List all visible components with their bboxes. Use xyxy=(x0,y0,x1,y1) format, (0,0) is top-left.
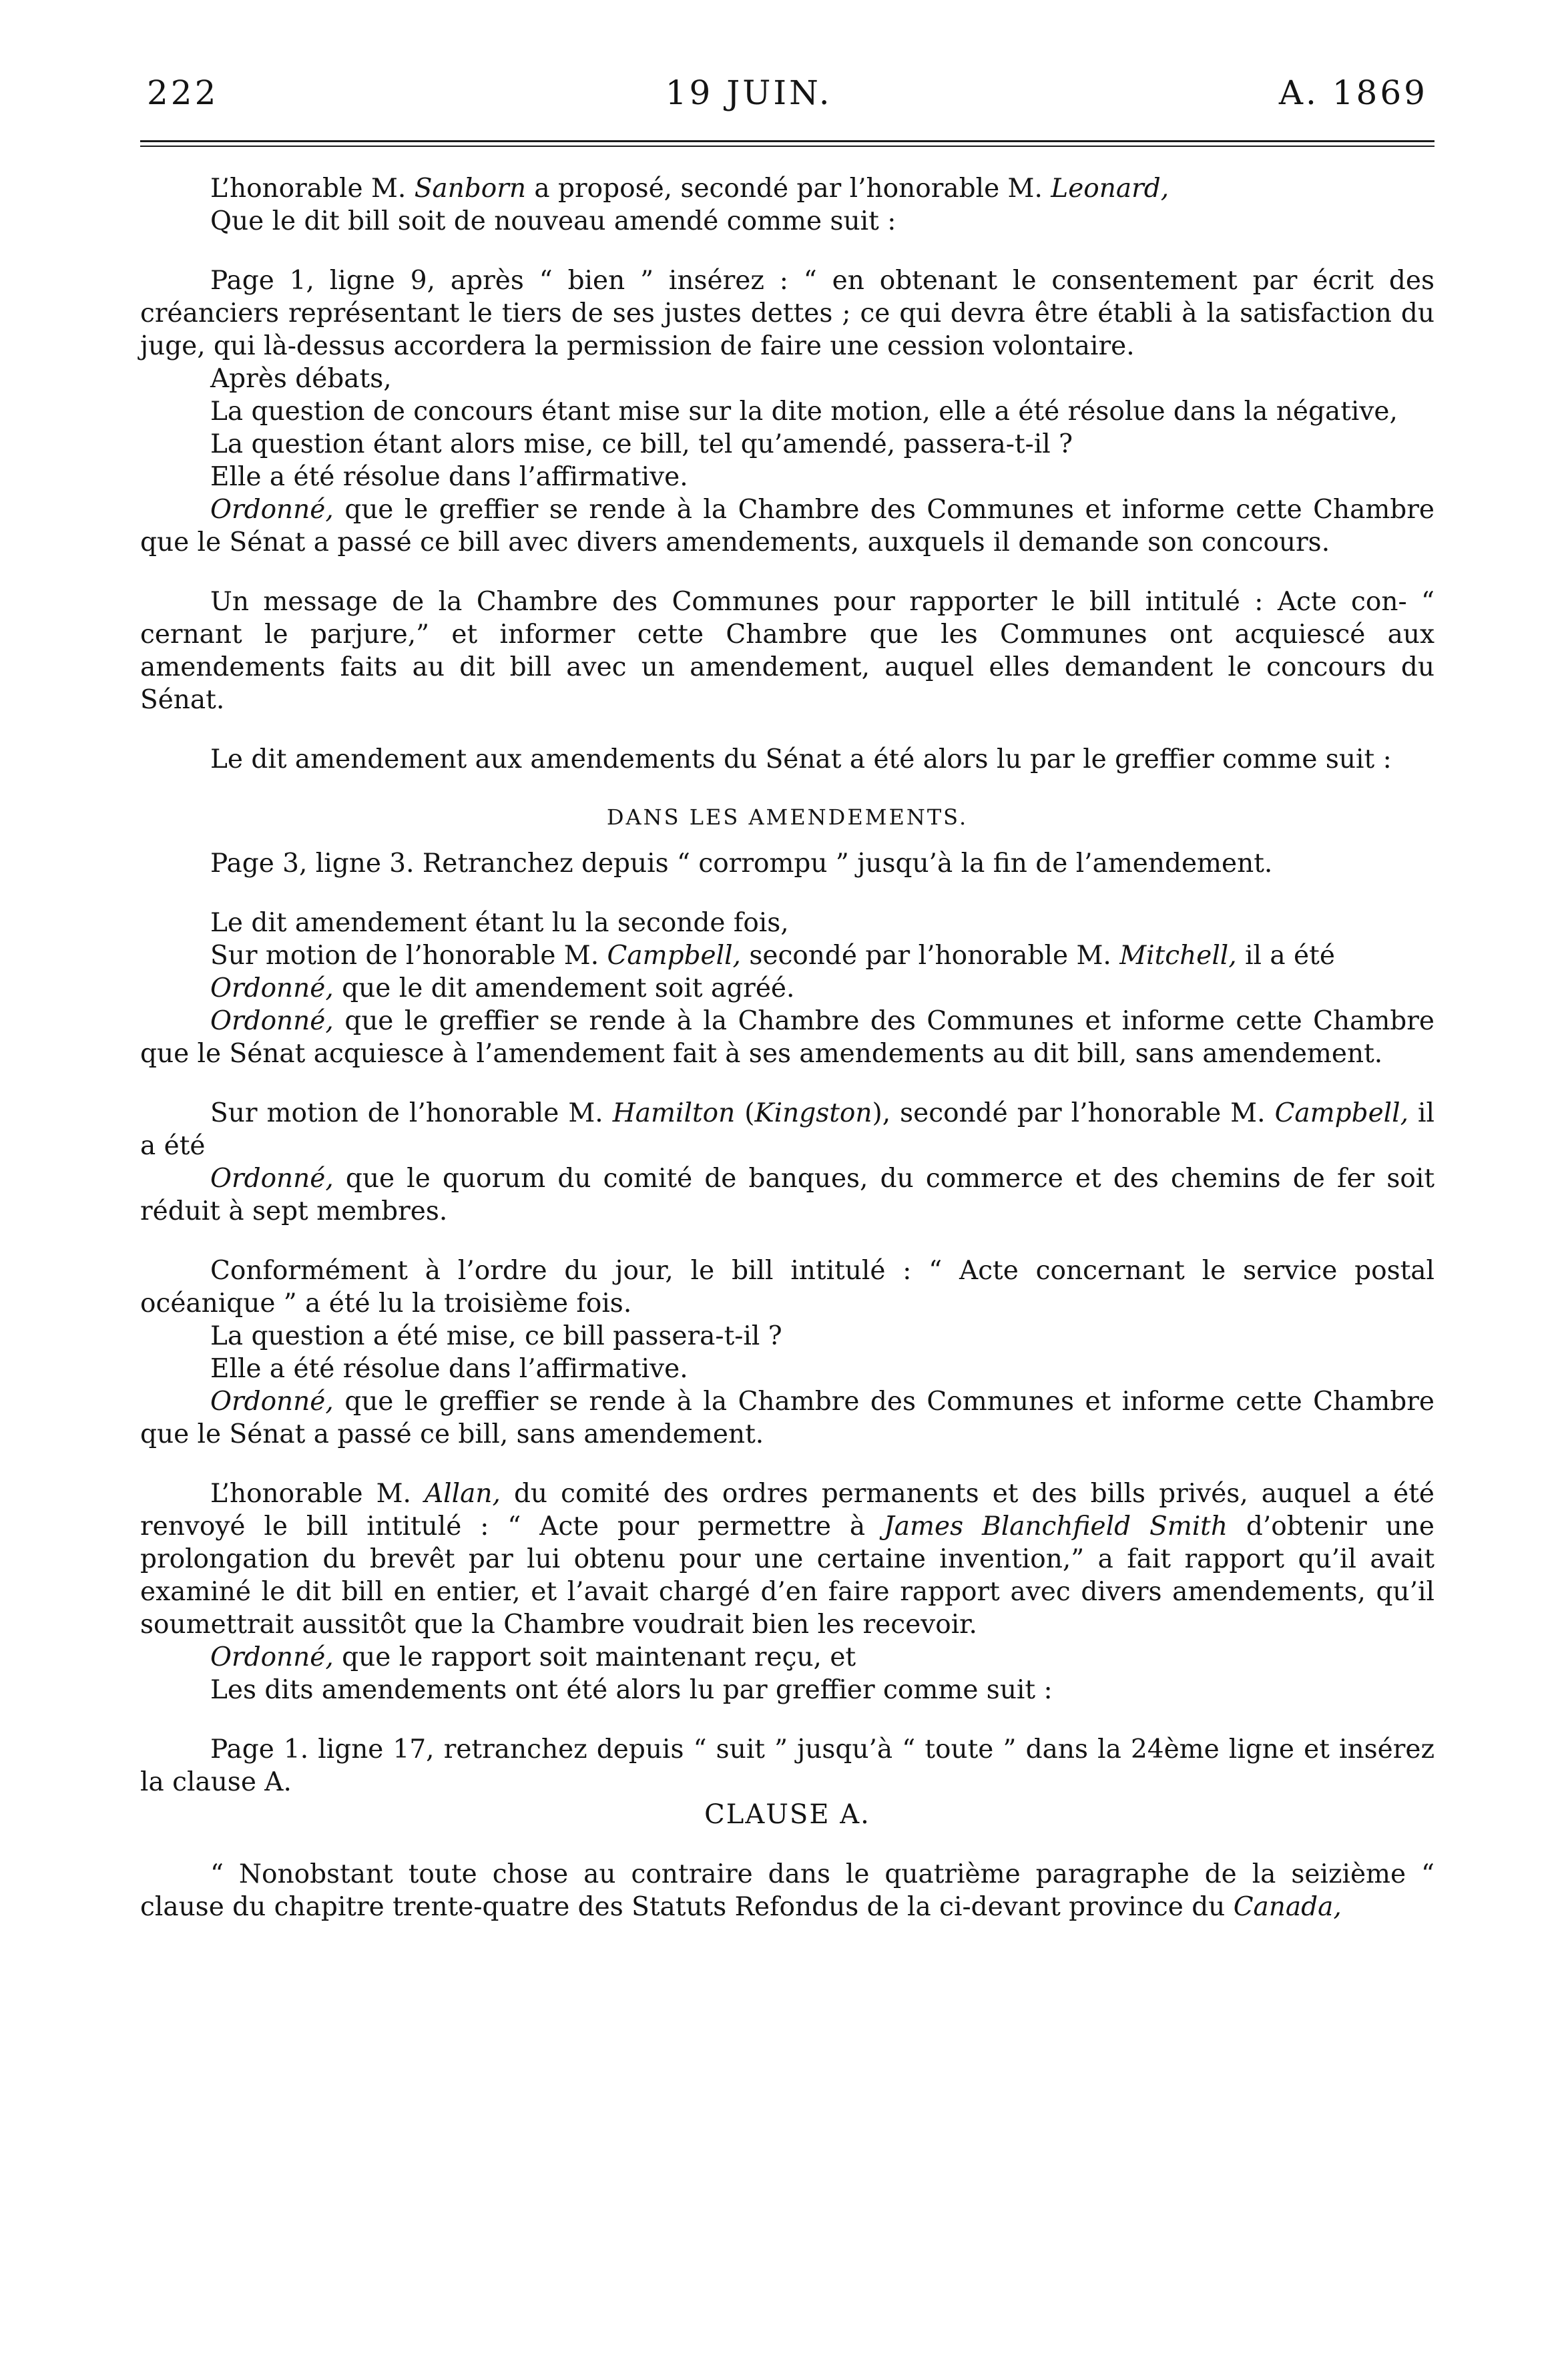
paragraph xyxy=(140,1858,1434,1923)
text-run: que le greffier se rende à la Chambre des Communes et informe cette Chambre que le Sénat acquiesce à l’amendement fait à ses amendements au dit bill, sans amendement. xyxy=(140,1006,1434,1069)
header-rule-thick xyxy=(140,140,1434,142)
italic-run: Campbell, xyxy=(607,941,741,971)
text-run: que le quorum du comité de banques, du commerce et des chemins de fer soit réduit à sept membres. xyxy=(140,1164,1434,1226)
italic-run: Leonard, xyxy=(1051,174,1169,204)
text-run: La question de concours étant mise sur la dite motion, elle a été résolue dans la négative, xyxy=(210,397,1398,427)
paragraph xyxy=(140,585,1434,716)
text-run: L’honorable M. xyxy=(210,1479,425,1509)
section-heading xyxy=(140,801,1434,834)
text-run: ( xyxy=(735,1098,755,1128)
italic-run: Ordonné, xyxy=(210,1006,334,1036)
text-run: Un message de la Chambre des Communes pour rapporter le bill intitulé : Acte con- “ cernant le parjure,” et informer cette Chambre que les Communes ont acquiescé aux amendements faits au dit bill avec un amendement, auquel elles demandent le concours du Sénat. xyxy=(140,587,1434,715)
text-run: que le greffier se rende à la Chambre des Communes et informe cette Chambre que le Sénat a passé ce bill, sans amendement. xyxy=(140,1387,1434,1449)
paragraph xyxy=(140,1733,1434,1799)
text-run: que le rapport soit maintenant reçu, et xyxy=(333,1642,856,1672)
italic-run: Allan, xyxy=(425,1479,501,1509)
header-rule-thin xyxy=(140,146,1434,147)
italic-run: Ordonné, xyxy=(210,495,334,525)
italic-run: Kingston xyxy=(754,1098,872,1128)
paragraph xyxy=(140,743,1434,776)
text-run: La question étant alors mise, ce bill, tel qu’amendé, passera-t-il ? xyxy=(210,429,1073,459)
paragraph xyxy=(140,395,1434,428)
text-run: Elle a été résolue dans l’affirmative. xyxy=(210,462,688,492)
paragraph xyxy=(140,1320,1434,1353)
text-run: a proposé, secondé par l’honorable M. xyxy=(525,174,1051,204)
text-run: Le dit amendement étant lu la seconde fois, xyxy=(210,908,789,938)
paragraph xyxy=(140,461,1434,493)
text-run: CLAUSE A. xyxy=(704,1799,870,1830)
paragraph xyxy=(140,1005,1434,1070)
text-run: il a été xyxy=(1236,941,1335,971)
italic-run: Mitchell, xyxy=(1119,941,1237,971)
text-run: L’honorable M. xyxy=(210,174,415,204)
paragraph xyxy=(140,172,1434,205)
text-run: Conformément à l’ordre du jour, le bill intitulé : “ Acte concernant le service postal océanique ” a été lu la troisième fois. xyxy=(140,1256,1434,1319)
text-run: Le dit amendement aux amendements du Sénat a été alors lu par le greffier comme suit : xyxy=(210,744,1392,774)
paragraph xyxy=(140,1353,1434,1385)
italic-run: James Blanchfield Smith xyxy=(884,1511,1228,1542)
italic-run: Ordonné, xyxy=(210,1164,334,1194)
header-year: A. 1869 xyxy=(1278,73,1428,112)
header-rule xyxy=(140,140,1434,147)
paragraph xyxy=(140,1674,1434,1706)
text-run: DANS LES AMENDEMENTS. xyxy=(606,804,969,830)
text-run: Sur motion de l’honorable M. xyxy=(210,941,607,971)
paragraph xyxy=(140,363,1434,395)
paragraph xyxy=(140,847,1434,880)
page-header xyxy=(140,73,1434,112)
text-run: que le dit amendement soit agréé. xyxy=(333,973,795,1003)
italic-run: Ordonné, xyxy=(210,973,334,1003)
text-run: il a été xyxy=(140,1098,1434,1161)
paragraph xyxy=(140,1477,1434,1641)
paragraph xyxy=(140,939,1434,972)
text-run: secondé par l’honorable M. xyxy=(740,941,1120,971)
paragraph xyxy=(140,1162,1434,1228)
header-date: 19 JUIN. xyxy=(665,73,832,112)
italic-run: Hamilton xyxy=(612,1098,736,1128)
text-run: d’obtenir une prolongation du brevêt par lui obtenu pour une certaine invention,” a fait rapport qu’il avait examiné le dit bill en entier, et l’avait chargé d’en faire rapport avec divers amendements, qu’il soumettrait aussitôt que la Chambre voudrait bien les recevoir. xyxy=(140,1511,1434,1640)
paragraph xyxy=(140,1641,1434,1674)
paragraph xyxy=(140,1097,1434,1162)
paragraph xyxy=(140,1254,1434,1320)
text-run: La question a été mise, ce bill passera-t-il ? xyxy=(210,1321,782,1351)
text-run: “ Nonobstant toute chose au contraire dans le quatrième paragraphe de la seizième “ clause du chapitre trente-quatre des Statuts Refondus de la ci-devant province du xyxy=(140,1859,1434,1922)
paragraph xyxy=(140,493,1434,559)
text-run: Sur motion de l’honorable M. xyxy=(210,1098,613,1128)
text-run: Après débats, xyxy=(210,364,392,394)
text-run: Page 1, ligne 9, après “ bien ” insérez : “ en obtenant le consentement par écrit des créanciers représentant le tiers de ses justes dettes ; ce qui devra être établi à la satisfaction du juge, qui là-dessus accordera la permission de faire une cession volontaire. xyxy=(140,266,1434,361)
italic-run: Ordonné, xyxy=(210,1642,334,1672)
page-body xyxy=(140,172,1434,1923)
paragraph xyxy=(140,205,1434,238)
text-run: Que le dit bill soit de nouveau amendé comme suit : xyxy=(210,206,896,236)
page-number: 222 xyxy=(147,73,219,112)
text-run: que le greffier se rende à la Chambre des Communes et informe cette Chambre que le Sénat a passé ce bill avec divers amendements, auxquels il demande son concours. xyxy=(140,495,1434,557)
text-run: du comité des ordres permanents et des bills privés, auquel a été renvoyé le bill intitulé : “ Acte pour permettre à xyxy=(140,1479,1434,1542)
text-run: Les dits amendements ont été alors lu par greffier comme suit : xyxy=(210,1675,1053,1705)
italic-run: Ordonné, xyxy=(210,1387,334,1417)
text-run: Page 3, ligne 3. Retranchez depuis “ corrompu ” jusqu’à la fin de l’amendement. xyxy=(210,849,1273,879)
paragraph xyxy=(140,907,1434,939)
paragraph xyxy=(140,972,1434,1005)
text-run: Page 1. ligne 17, retranchez depuis “ suit ” jusqu’à “ toute ” dans la 24ème ligne et insérez la clause A. xyxy=(140,1734,1434,1797)
text-run: ), secondé par l’honorable M. xyxy=(872,1098,1275,1128)
text-run: Elle a été résolue dans l’affirmative. xyxy=(210,1354,688,1384)
paragraph xyxy=(140,428,1434,461)
italic-run: Canada, xyxy=(1233,1892,1342,1922)
italic-run: Campbell, xyxy=(1274,1098,1408,1128)
paragraph xyxy=(140,264,1434,363)
paragraph xyxy=(140,1385,1434,1451)
italic-run: Sanborn xyxy=(414,174,526,204)
clause-title xyxy=(140,1799,1434,1831)
